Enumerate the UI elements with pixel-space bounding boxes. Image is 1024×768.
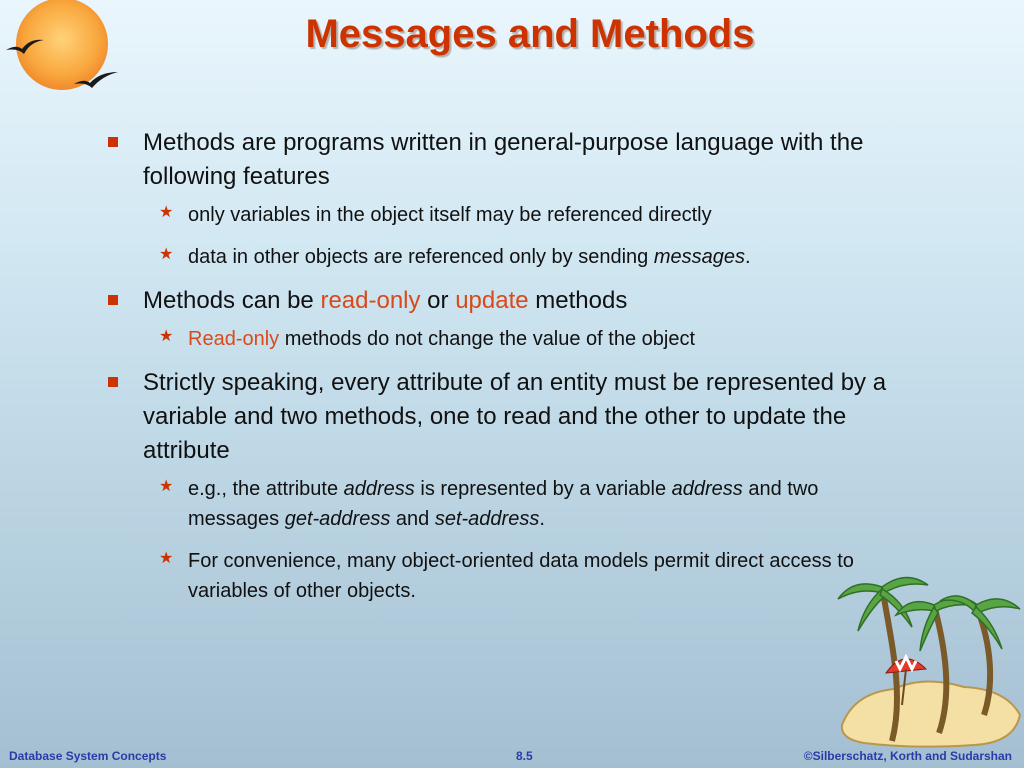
sub-bullet-italic: address (671, 478, 743, 500)
highlight-text: Read-only (188, 328, 280, 350)
star-bullet-icon: ★ (159, 476, 174, 495)
footer-slide-number: 8.5 (516, 749, 533, 763)
slide-title: Messages and Methods (305, 12, 755, 56)
star-bullet-icon: ★ (159, 244, 174, 263)
bullet-text: Methods are programs written in general-purpose language with the following features (143, 129, 864, 190)
bullet-square-icon (108, 377, 118, 387)
bullet-item (106, 284, 906, 318)
star-bullet-icon: ★ (159, 548, 174, 567)
palm-island-icon (834, 565, 1024, 750)
sub-bullet-italic: get-address (284, 508, 391, 530)
sub-bullet-text: methods do not change the value of the object (279, 328, 696, 350)
highlight-text: update (455, 287, 529, 314)
sub-bullet-text: only variables in the object itself may be referenced directly (188, 204, 712, 226)
sub-bullet-italic: set-address (434, 508, 540, 530)
sub-bullet-italic: messages (653, 246, 746, 268)
sub-bullet-text: and two messages (188, 478, 819, 530)
sub-bullet-text: For convenience, many object-oriented data models permit direct access to variables of other objects. (188, 550, 854, 602)
sub-bullet-text: data in other objects are referenced only by sending (188, 246, 654, 268)
bullet-text: Strictly speaking, every attribute of an entity must be represented by a variable and two methods, one to read and the other to update the attribute (143, 369, 887, 464)
bullet-item (106, 126, 906, 194)
sub-bullet-item (106, 546, 906, 606)
star-bullet-icon: ★ (159, 326, 174, 345)
bullet-item (106, 366, 906, 468)
bullet-square-icon (108, 295, 118, 305)
highlight-text: read-only (320, 287, 421, 314)
sub-bullet-item (106, 474, 906, 534)
star-bullet-icon: ★ (159, 202, 174, 221)
footer-copyright: ©Silberschatz, Korth and Sudarshan (803, 749, 1012, 763)
sub-bullet-text: . (539, 508, 545, 530)
bullet-square-icon (108, 137, 118, 147)
sub-bullet-item (106, 200, 906, 230)
bullet-text: Methods can be (143, 287, 321, 314)
bullet-text: methods (528, 287, 628, 314)
sub-bullet-italic: address (343, 478, 415, 500)
sub-bullet-text: is represented by a variable (414, 478, 672, 500)
sub-bullet-text: e.g., the attribute (188, 478, 344, 500)
sub-bullet-text: and (390, 508, 435, 530)
sub-bullet-item (106, 242, 906, 272)
sub-bullet-item (106, 324, 906, 354)
bullet-list (106, 126, 906, 618)
bullet-text: or (420, 287, 456, 314)
footer-course-title: Database System Concepts (9, 749, 167, 763)
sub-bullet-text: . (745, 246, 751, 268)
